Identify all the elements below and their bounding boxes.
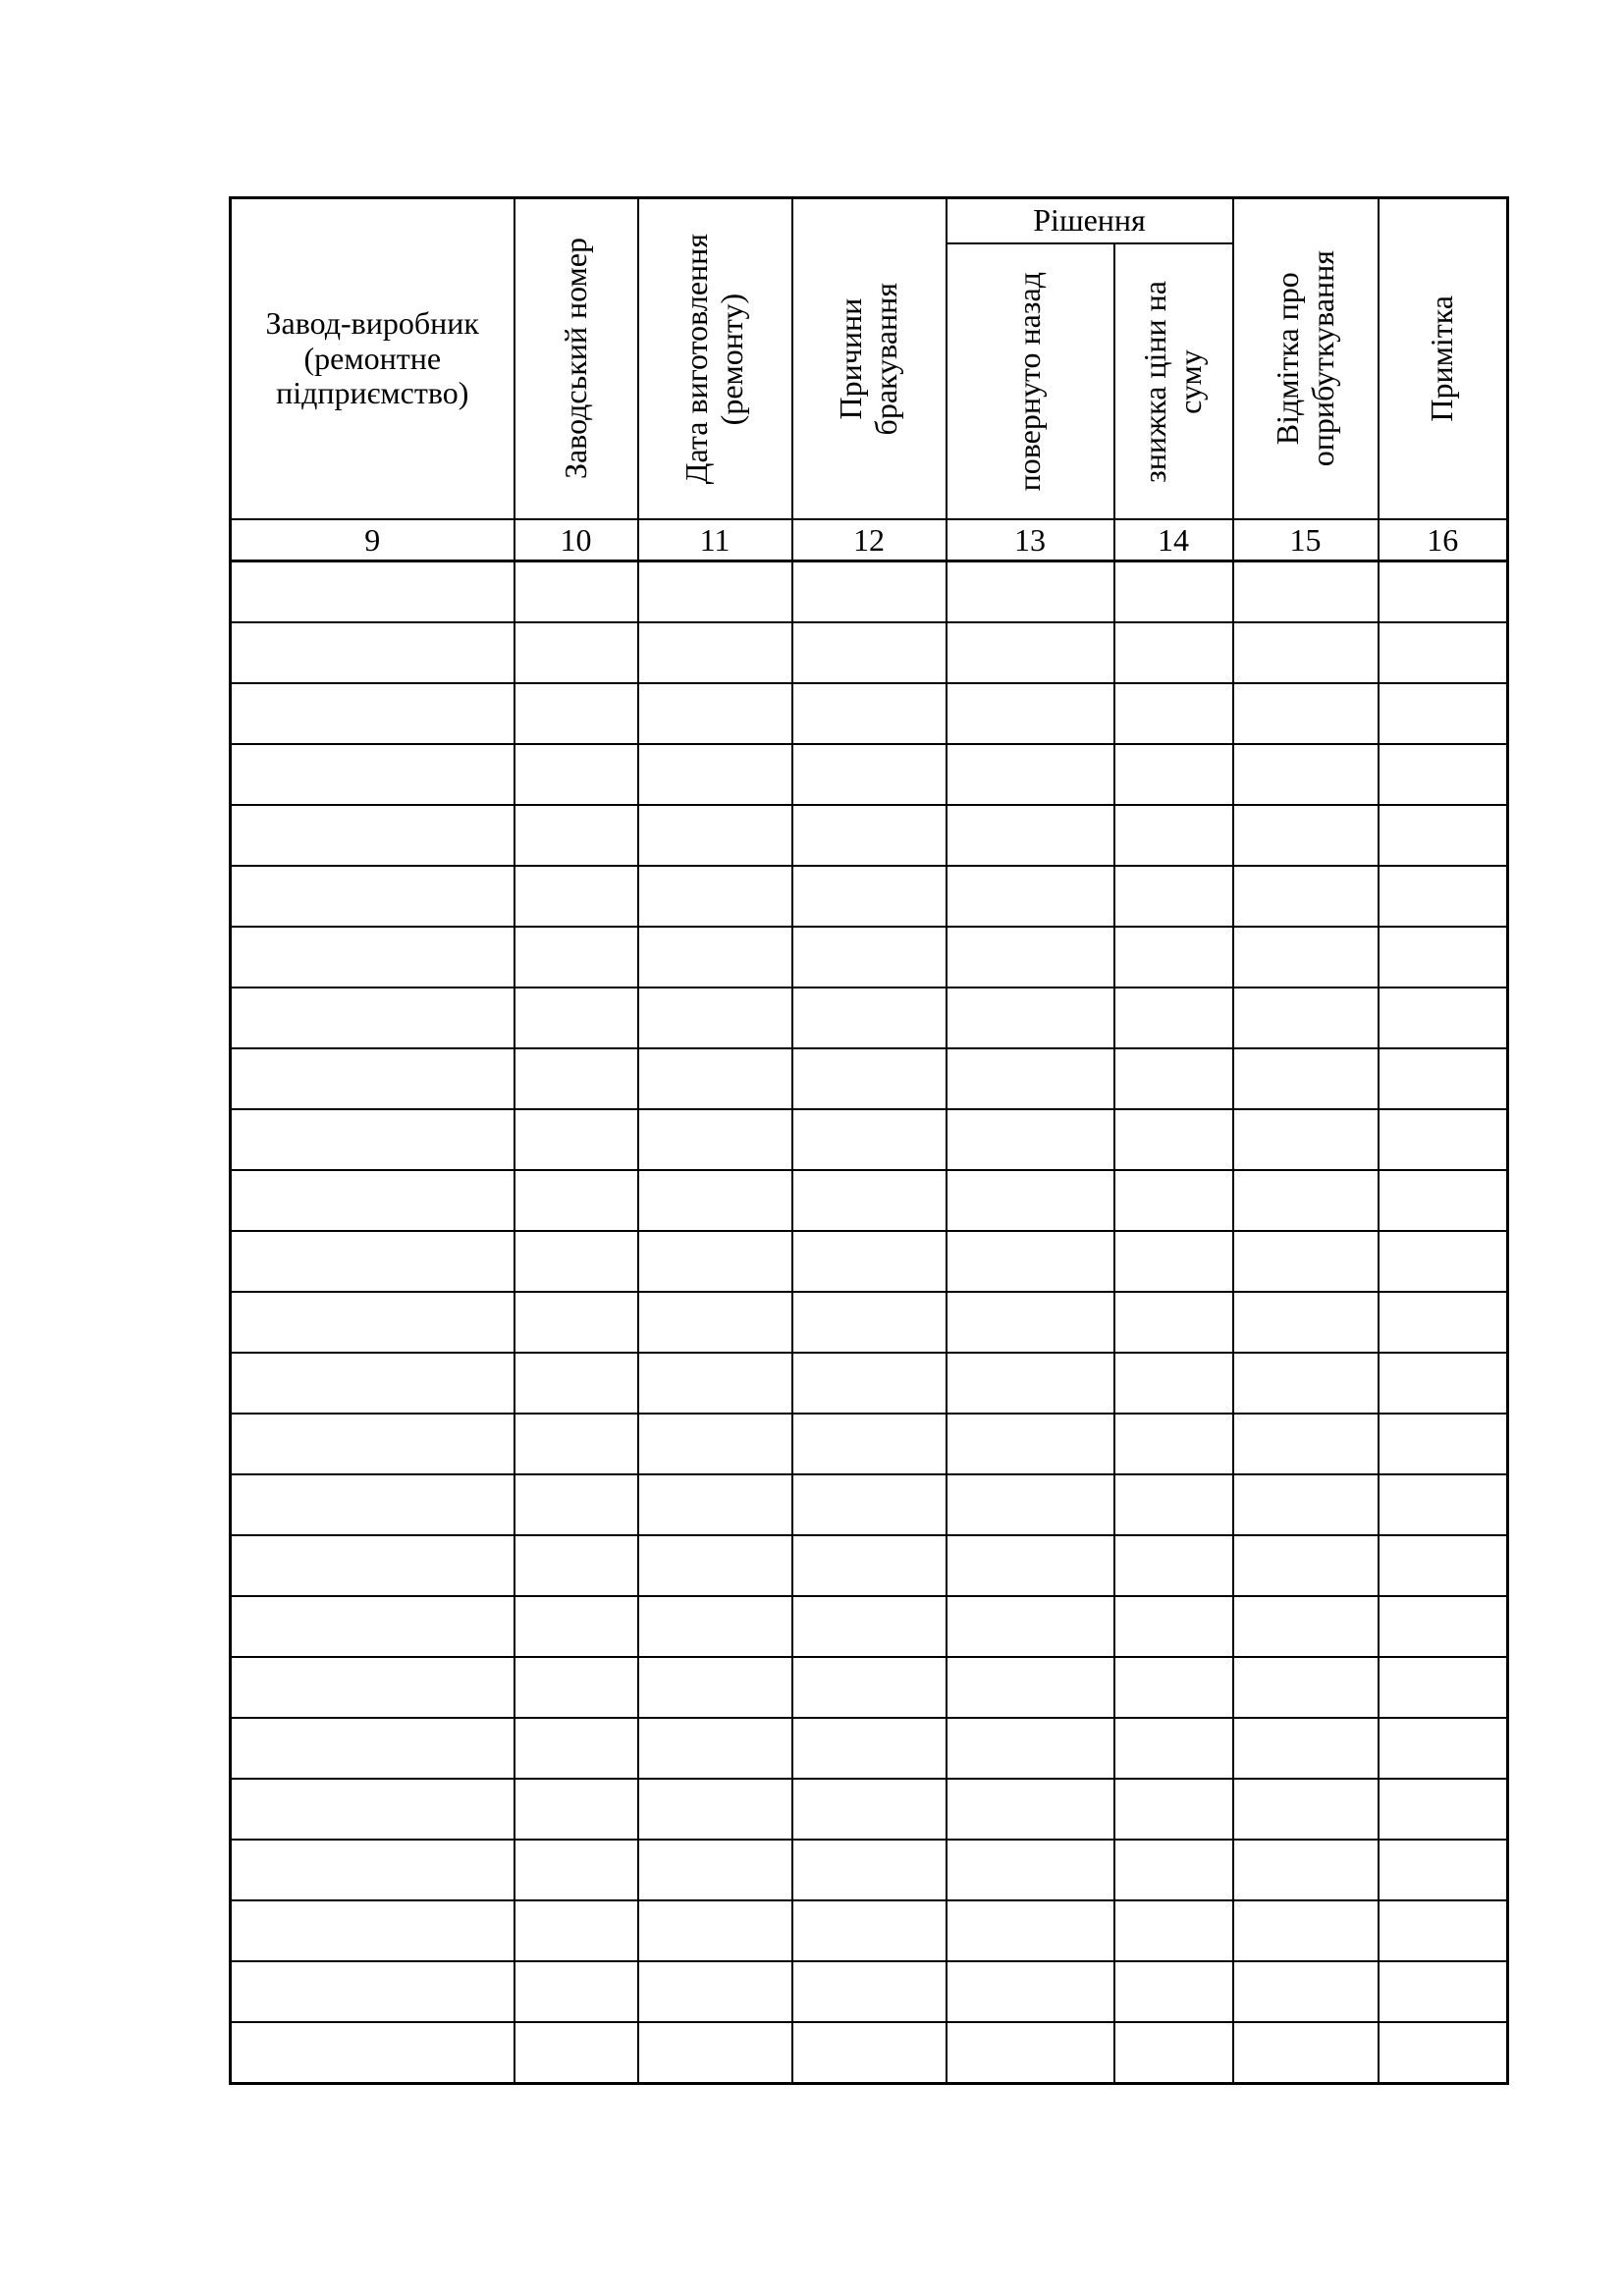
- table-cell[interactable]: [1114, 1048, 1233, 1109]
- header-reasons: [792, 198, 947, 520]
- table-cell[interactable]: [792, 927, 947, 988]
- table-cell[interactable]: [1379, 1718, 1508, 1779]
- table-cell[interactable]: [947, 1961, 1114, 2022]
- table-cell[interactable]: [792, 2022, 947, 2084]
- table-cell[interactable]: [1233, 866, 1379, 927]
- table-cell[interactable]: [1379, 1048, 1508, 1109]
- table-cell[interactable]: [231, 1353, 514, 1414]
- table-cell[interactable]: [231, 1048, 514, 1109]
- table-cell[interactable]: [638, 1657, 792, 1718]
- table-cell[interactable]: [1233, 927, 1379, 988]
- header-returned-label: повернуто назад: [1011, 271, 1048, 492]
- table-cell[interactable]: [1114, 1353, 1233, 1414]
- table-cell[interactable]: [638, 2022, 792, 2084]
- table-cell[interactable]: [792, 561, 947, 623]
- table-cell[interactable]: [638, 1779, 792, 1840]
- table-cell[interactable]: [1114, 988, 1233, 1048]
- table-cell[interactable]: [231, 1596, 514, 1657]
- header-serial-label: Заводський номер: [557, 238, 593, 480]
- table-cell[interactable]: [1379, 1231, 1508, 1292]
- table-row: [231, 1170, 1508, 1231]
- table-cell[interactable]: [638, 622, 792, 683]
- table-cell[interactable]: [1114, 683, 1233, 744]
- table-cell[interactable]: [1233, 988, 1379, 1048]
- header-decision-group: Рішення: [947, 198, 1233, 244]
- table-cell[interactable]: [1379, 744, 1508, 805]
- table-row: [231, 1231, 1508, 1292]
- column-number-cell: 14: [1114, 519, 1233, 561]
- table-cell[interactable]: [231, 1414, 514, 1474]
- table-cell[interactable]: [1379, 1657, 1508, 1718]
- header-serial: [514, 198, 638, 520]
- table-cell[interactable]: [514, 927, 638, 988]
- table-cell[interactable]: [1114, 1779, 1233, 1840]
- table-cell[interactable]: [514, 1779, 638, 1840]
- table-cell[interactable]: [1233, 744, 1379, 805]
- header-manufacturer-label: Завод-виробник (ремонтне підприємство): [265, 304, 479, 411]
- table-cell[interactable]: [514, 1353, 638, 1414]
- table-row: [231, 1900, 1508, 1961]
- table-cell[interactable]: [1379, 1779, 1508, 1840]
- table-cell[interactable]: [231, 805, 514, 866]
- table-cell[interactable]: [638, 1170, 792, 1231]
- table-cell[interactable]: [638, 1048, 792, 1109]
- table-cell[interactable]: [1379, 1596, 1508, 1657]
- table-cell[interactable]: [792, 1231, 947, 1292]
- table-cell[interactable]: [792, 1474, 947, 1535]
- header-date-label: Дата виготовлення (ремонту): [678, 233, 749, 485]
- table-cell[interactable]: [231, 988, 514, 1048]
- table-cell[interactable]: [1114, 805, 1233, 866]
- table-cell[interactable]: [1379, 1109, 1508, 1170]
- table-cell[interactable]: [1114, 1170, 1233, 1231]
- table-cell[interactable]: [1233, 1961, 1379, 2022]
- table-cell[interactable]: [231, 1109, 514, 1170]
- table-cell[interactable]: [947, 1414, 1114, 1474]
- table-cell[interactable]: [1379, 683, 1508, 744]
- table-cell[interactable]: [231, 1231, 514, 1292]
- table-cell[interactable]: [792, 1657, 947, 1718]
- table-cell[interactable]: [1114, 866, 1233, 927]
- table-cell[interactable]: [1114, 622, 1233, 683]
- table-cell[interactable]: [514, 683, 638, 744]
- table-row: [231, 744, 1508, 805]
- header-posted: [1233, 198, 1379, 520]
- table-cell[interactable]: [638, 988, 792, 1048]
- table-row: [231, 1048, 1508, 1109]
- table-row: [231, 1596, 1508, 1657]
- table-cell[interactable]: [638, 1109, 792, 1170]
- table-cell[interactable]: [947, 744, 1114, 805]
- table-cell[interactable]: [514, 1657, 638, 1718]
- table-cell[interactable]: [514, 1474, 638, 1535]
- table-cell[interactable]: [514, 1961, 638, 2022]
- table-cell[interactable]: [1379, 1840, 1508, 1900]
- table-cell[interactable]: [514, 561, 638, 623]
- table-cell[interactable]: [1114, 1900, 1233, 1961]
- table-cell[interactable]: [947, 1900, 1114, 1961]
- header-row-top: [231, 198, 1508, 244]
- table-cell[interactable]: [792, 622, 947, 683]
- table-cell[interactable]: [1379, 1900, 1508, 1961]
- table-cell[interactable]: [514, 1292, 638, 1353]
- table-cell[interactable]: [514, 622, 638, 683]
- table-cell[interactable]: [514, 1048, 638, 1109]
- table-row: [231, 1353, 1508, 1414]
- table-row: [231, 927, 1508, 988]
- table-cell[interactable]: [1233, 1535, 1379, 1596]
- table-row: [231, 805, 1508, 866]
- table-cell[interactable]: [947, 1231, 1114, 1292]
- table-cell[interactable]: [1233, 1170, 1379, 1231]
- table-cell[interactable]: [1379, 2022, 1508, 2084]
- table-row: [231, 2022, 1508, 2084]
- table-cell[interactable]: [638, 683, 792, 744]
- table-cell[interactable]: [638, 1596, 792, 1657]
- table-row: [231, 622, 1508, 683]
- table-cell[interactable]: [514, 866, 638, 927]
- table-cell[interactable]: [231, 1961, 514, 2022]
- table-cell[interactable]: [638, 1292, 792, 1353]
- table-cell[interactable]: [514, 1900, 638, 1961]
- header-reasons-label: Причини бракування: [833, 282, 903, 436]
- table-cell[interactable]: [514, 988, 638, 1048]
- table-cell[interactable]: [1379, 1414, 1508, 1474]
- table-cell[interactable]: [638, 866, 792, 927]
- table-cell[interactable]: [792, 1840, 947, 1900]
- table-cell[interactable]: [792, 866, 947, 927]
- table-row: [231, 683, 1508, 744]
- table-cell[interactable]: [231, 1900, 514, 1961]
- table-cell[interactable]: [947, 1718, 1114, 1779]
- table-cell[interactable]: [1379, 866, 1508, 927]
- table-cell[interactable]: [514, 1109, 638, 1170]
- table-cell[interactable]: [792, 1718, 947, 1779]
- table-cell[interactable]: [1114, 1657, 1233, 1718]
- table-cell[interactable]: [947, 1474, 1114, 1535]
- table-cell[interactable]: [792, 1900, 947, 1961]
- table-cell[interactable]: [638, 1231, 792, 1292]
- table-cell[interactable]: [792, 1535, 947, 1596]
- table-cell[interactable]: [947, 1048, 1114, 1109]
- table-row: [231, 1414, 1508, 1474]
- header-note-label: Примітка: [1424, 295, 1460, 422]
- header-posted-label: Відмітка про оприбуткування: [1269, 250, 1340, 467]
- table-cell[interactable]: [1233, 622, 1379, 683]
- table-cell[interactable]: [638, 805, 792, 866]
- table-cell[interactable]: [231, 1292, 514, 1353]
- table-cell[interactable]: [1114, 1961, 1233, 2022]
- table-cell[interactable]: [947, 1779, 1114, 1840]
- column-number-cell: 13: [947, 519, 1114, 561]
- table-cell[interactable]: [638, 744, 792, 805]
- table-cell[interactable]: [792, 1292, 947, 1353]
- table-cell[interactable]: [1379, 805, 1508, 866]
- table-row: [231, 561, 1508, 623]
- table-cell[interactable]: [1114, 744, 1233, 805]
- table-cell[interactable]: [947, 622, 1114, 683]
- table-cell[interactable]: [638, 1353, 792, 1414]
- table-cell[interactable]: [231, 1474, 514, 1535]
- table-cell[interactable]: [947, 927, 1114, 988]
- table-cell[interactable]: [514, 1840, 638, 1900]
- table-cell[interactable]: [947, 561, 1114, 623]
- table-cell[interactable]: [231, 683, 514, 744]
- table-cell[interactable]: [1114, 1840, 1233, 1900]
- table-cell[interactable]: [792, 1109, 947, 1170]
- table-cell[interactable]: [638, 561, 792, 623]
- table-cell[interactable]: [1233, 1231, 1379, 1292]
- table-cell[interactable]: [1233, 1109, 1379, 1170]
- table-cell[interactable]: [947, 2022, 1114, 2084]
- table-row: [231, 1840, 1508, 1900]
- header-date: [638, 198, 792, 520]
- table-cell[interactable]: [1114, 1414, 1233, 1474]
- table-cell[interactable]: [1379, 1292, 1508, 1353]
- table-cell[interactable]: [638, 1474, 792, 1535]
- table-cell[interactable]: [231, 1840, 514, 1900]
- table-cell[interactable]: [514, 744, 638, 805]
- table-cell[interactable]: [638, 1414, 792, 1474]
- table-cell[interactable]: [1114, 2022, 1233, 2084]
- column-number-cell: 16: [1379, 519, 1508, 561]
- table-cell[interactable]: [947, 866, 1114, 927]
- table-row: [231, 1535, 1508, 1596]
- table-row: [231, 1292, 1508, 1353]
- table-cell[interactable]: [514, 1414, 638, 1474]
- journal-sheet: [229, 196, 1509, 2085]
- table-cell[interactable]: [1233, 1048, 1379, 1109]
- table-cell[interactable]: [792, 1779, 947, 1840]
- table-cell[interactable]: [1379, 1353, 1508, 1414]
- table-cell[interactable]: [1233, 683, 1379, 744]
- table-cell[interactable]: [638, 1535, 792, 1596]
- table-cell[interactable]: [1379, 1535, 1508, 1596]
- table-cell[interactable]: [792, 1353, 947, 1414]
- column-number-cell: 10: [514, 519, 638, 561]
- table-cell[interactable]: [1379, 988, 1508, 1048]
- rejection-journal-table: [229, 196, 1509, 2085]
- table-cell[interactable]: [231, 866, 514, 927]
- column-numbers-row: [231, 519, 1508, 561]
- table-cell[interactable]: [947, 1170, 1114, 1231]
- table-cell[interactable]: [1114, 1718, 1233, 1779]
- table-cell[interactable]: [1114, 1596, 1233, 1657]
- table-cell[interactable]: [231, 561, 514, 623]
- table-cell[interactable]: [1114, 1231, 1233, 1292]
- table-cell[interactable]: [231, 2022, 514, 2084]
- table-cell[interactable]: [792, 1596, 947, 1657]
- table-cell[interactable]: [1233, 1657, 1379, 1718]
- table-cell[interactable]: [231, 622, 514, 683]
- table-cell[interactable]: [1379, 1961, 1508, 2022]
- column-number-cell: 11: [638, 519, 792, 561]
- table-cell[interactable]: [1114, 1535, 1233, 1596]
- table-cell[interactable]: [514, 805, 638, 866]
- table-cell[interactable]: [231, 1657, 514, 1718]
- table-cell[interactable]: [1379, 927, 1508, 988]
- header-returned: [947, 243, 1114, 519]
- table-cell[interactable]: [1114, 1474, 1233, 1535]
- column-number-cell: 9: [231, 519, 514, 561]
- table-cell[interactable]: [1233, 1414, 1379, 1474]
- column-number-cell: 12: [792, 519, 947, 561]
- table-row: [231, 1718, 1508, 1779]
- table-cell[interactable]: [947, 1353, 1114, 1414]
- table-cell[interactable]: [231, 1718, 514, 1779]
- table-row: [231, 1109, 1508, 1170]
- table-cell[interactable]: [1233, 1292, 1379, 1353]
- table-cell[interactable]: [231, 927, 514, 988]
- header-note: [1379, 198, 1508, 520]
- table-cell[interactable]: [638, 927, 792, 988]
- table-cell[interactable]: [792, 988, 947, 1048]
- table-cell[interactable]: [514, 1231, 638, 1292]
- header-manufacturer: [231, 198, 514, 520]
- table-row: [231, 1657, 1508, 1718]
- table-cell[interactable]: [1233, 1900, 1379, 1961]
- table-cell[interactable]: [1379, 1474, 1508, 1535]
- table-cell[interactable]: [514, 1718, 638, 1779]
- table-cell[interactable]: [1233, 1840, 1379, 1900]
- table-cell[interactable]: [1233, 2022, 1379, 2084]
- table-row: [231, 1961, 1508, 2022]
- table-cell[interactable]: [1114, 927, 1233, 988]
- table-cell[interactable]: [1233, 1353, 1379, 1414]
- table-cell[interactable]: [1114, 1109, 1233, 1170]
- table-cell[interactable]: [947, 1840, 1114, 1900]
- table-cell[interactable]: [514, 1596, 638, 1657]
- table-row: [231, 1779, 1508, 1840]
- table-cell[interactable]: [1114, 561, 1233, 623]
- table-cell[interactable]: [1233, 805, 1379, 866]
- table-cell[interactable]: [947, 1109, 1114, 1170]
- table-cell[interactable]: [1379, 561, 1508, 623]
- table-cell[interactable]: [231, 1535, 514, 1596]
- header-discount: [1114, 243, 1233, 519]
- table-cell[interactable]: [792, 1414, 947, 1474]
- table-cell[interactable]: [638, 1718, 792, 1779]
- table-cell[interactable]: [1233, 1596, 1379, 1657]
- table-cell[interactable]: [1233, 1779, 1379, 1840]
- table-cell[interactable]: [947, 988, 1114, 1048]
- table-cell[interactable]: [947, 1657, 1114, 1718]
- table-row: [231, 1474, 1508, 1535]
- table-cell[interactable]: [792, 744, 947, 805]
- table-cell[interactable]: [792, 683, 947, 744]
- table-cell[interactable]: [792, 1048, 947, 1109]
- table-cell[interactable]: [638, 1961, 792, 2022]
- table-cell[interactable]: [792, 1170, 947, 1231]
- table-cell[interactable]: [1233, 561, 1379, 623]
- header-discount-label: знижка ціни на суму: [1137, 280, 1208, 483]
- table-cell[interactable]: [638, 1900, 792, 1961]
- table-cell[interactable]: [231, 1170, 514, 1231]
- column-number-cell: 15: [1233, 519, 1379, 561]
- table-cell[interactable]: [514, 1170, 638, 1231]
- table-cell[interactable]: [1114, 1292, 1233, 1353]
- table-row: [231, 988, 1508, 1048]
- table-cell[interactable]: [638, 1840, 792, 1900]
- table-cell[interactable]: [947, 1535, 1114, 1596]
- table-cell[interactable]: [792, 805, 947, 866]
- table-cell[interactable]: [792, 1961, 947, 2022]
- table-cell[interactable]: [1379, 622, 1508, 683]
- table-cell[interactable]: [231, 1779, 514, 1840]
- table-cell[interactable]: [231, 744, 514, 805]
- table-cell[interactable]: [1233, 1718, 1379, 1779]
- table-cell[interactable]: [947, 1292, 1114, 1353]
- table-cell[interactable]: [1233, 1474, 1379, 1535]
- table-cell[interactable]: [947, 1596, 1114, 1657]
- table-cell[interactable]: [1379, 1170, 1508, 1231]
- table-cell[interactable]: [514, 1535, 638, 1596]
- table-row: [231, 866, 1508, 927]
- table-cell[interactable]: [947, 683, 1114, 744]
- table-cell[interactable]: [947, 805, 1114, 866]
- table-cell[interactable]: [514, 2022, 638, 2084]
